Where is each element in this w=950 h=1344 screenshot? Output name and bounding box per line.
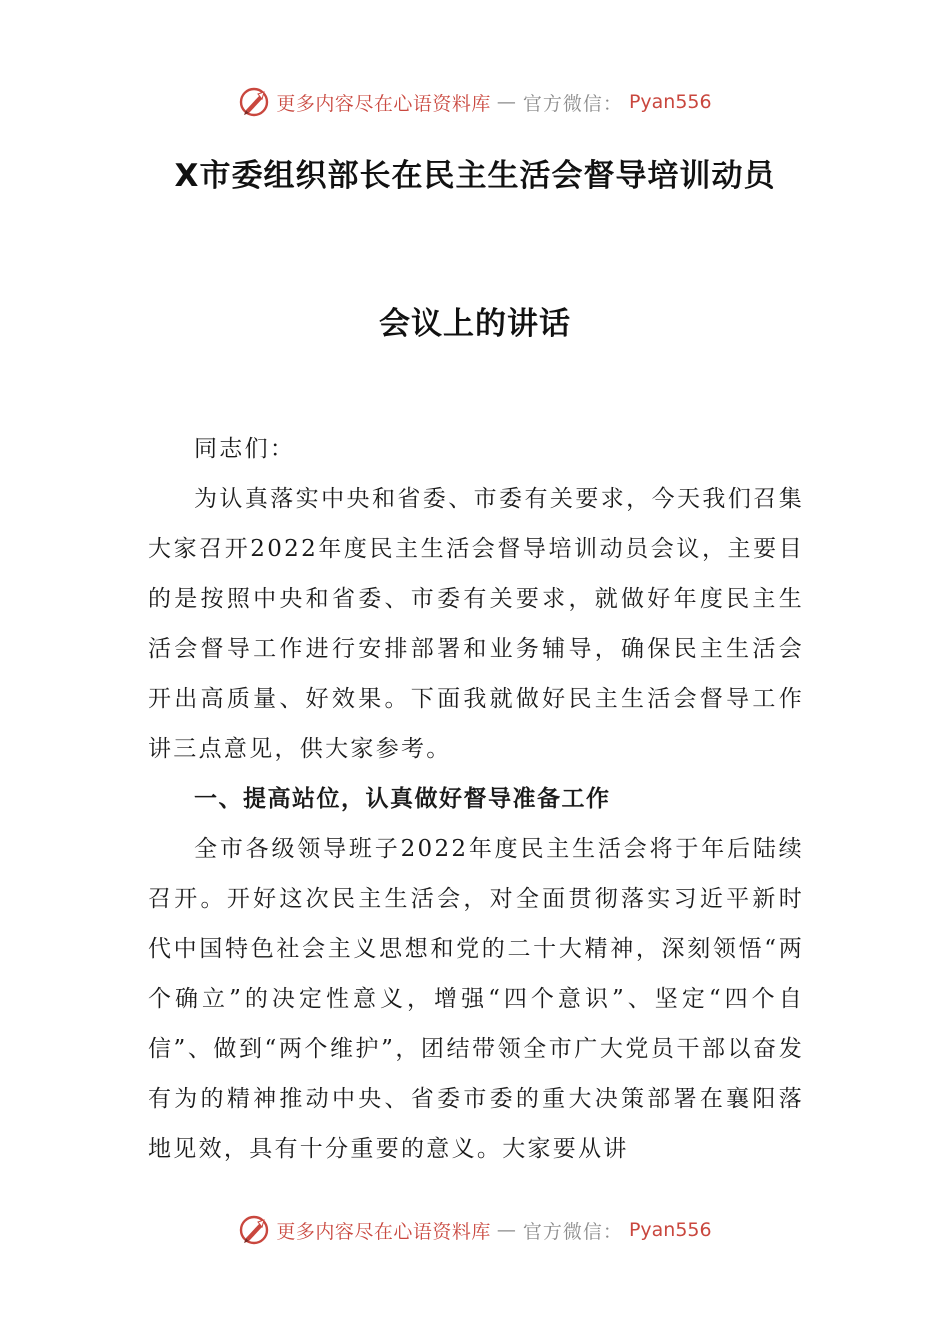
document-title-line-2: 会议上的讲话 <box>379 306 571 342</box>
banner-main-text: 更多内容尽在心语资料库 <box>276 1220 491 1243</box>
document-body <box>148 424 804 1174</box>
document-title-line-1: X市委组织部长在民主生活会督导培训动员 <box>174 158 776 194</box>
banner-sub-text: 官方微信： <box>522 92 623 115</box>
banner-separator: — <box>496 91 517 113</box>
banner-wechat-id: Pyan556 <box>628 1219 712 1241</box>
paragraph-section-1: 全市各级领导班子2022年度民主生活会将于年后陆续召开。开好这次民主生活会，对全面贯彻落实习近平新时代中国特色社会主义思想和党的二十大精神，深刻领悟“两个确立”的决定性意义，增强“四个意识”、坚定“四个自信”、做到“两个维护”，团结带领全市广大党员干部以奋发有为的精神推动中央、省委市委的重大决策部署在襄阳落地见效，具有十分重要的意义。大家要从讲 <box>148 836 804 1162</box>
banner-separator: — <box>496 1219 517 1241</box>
banner-sub-text: 官方微信： <box>522 1220 623 1243</box>
banner-wechat-id: Pyan556 <box>628 91 712 113</box>
header-banner <box>0 82 950 122</box>
footer-banner <box>0 1210 950 1250</box>
paragraph-intro: 为认真落实中央和省委、市委有关要求，今天我们召集大家召开2022年度民主生活会督导培训动员会议，主要目的是按照中央和省委、市委有关要求，就做好年度民主生活会督导工作进行安排部署和业务辅导，确保民主生活会开出高质量、好效果。下面我就做好民主生活会督导工作讲三点意见，供大家参考。 <box>148 486 804 762</box>
banner-main-text: 更多内容尽在心语资料库 <box>276 92 491 115</box>
salutation: 同志们： <box>194 436 296 462</box>
pen-logo-icon <box>238 1214 270 1246</box>
pen-logo-icon <box>238 86 270 118</box>
section-heading-1: 一、提高站位，认真做好督导准备工作 <box>194 786 611 812</box>
